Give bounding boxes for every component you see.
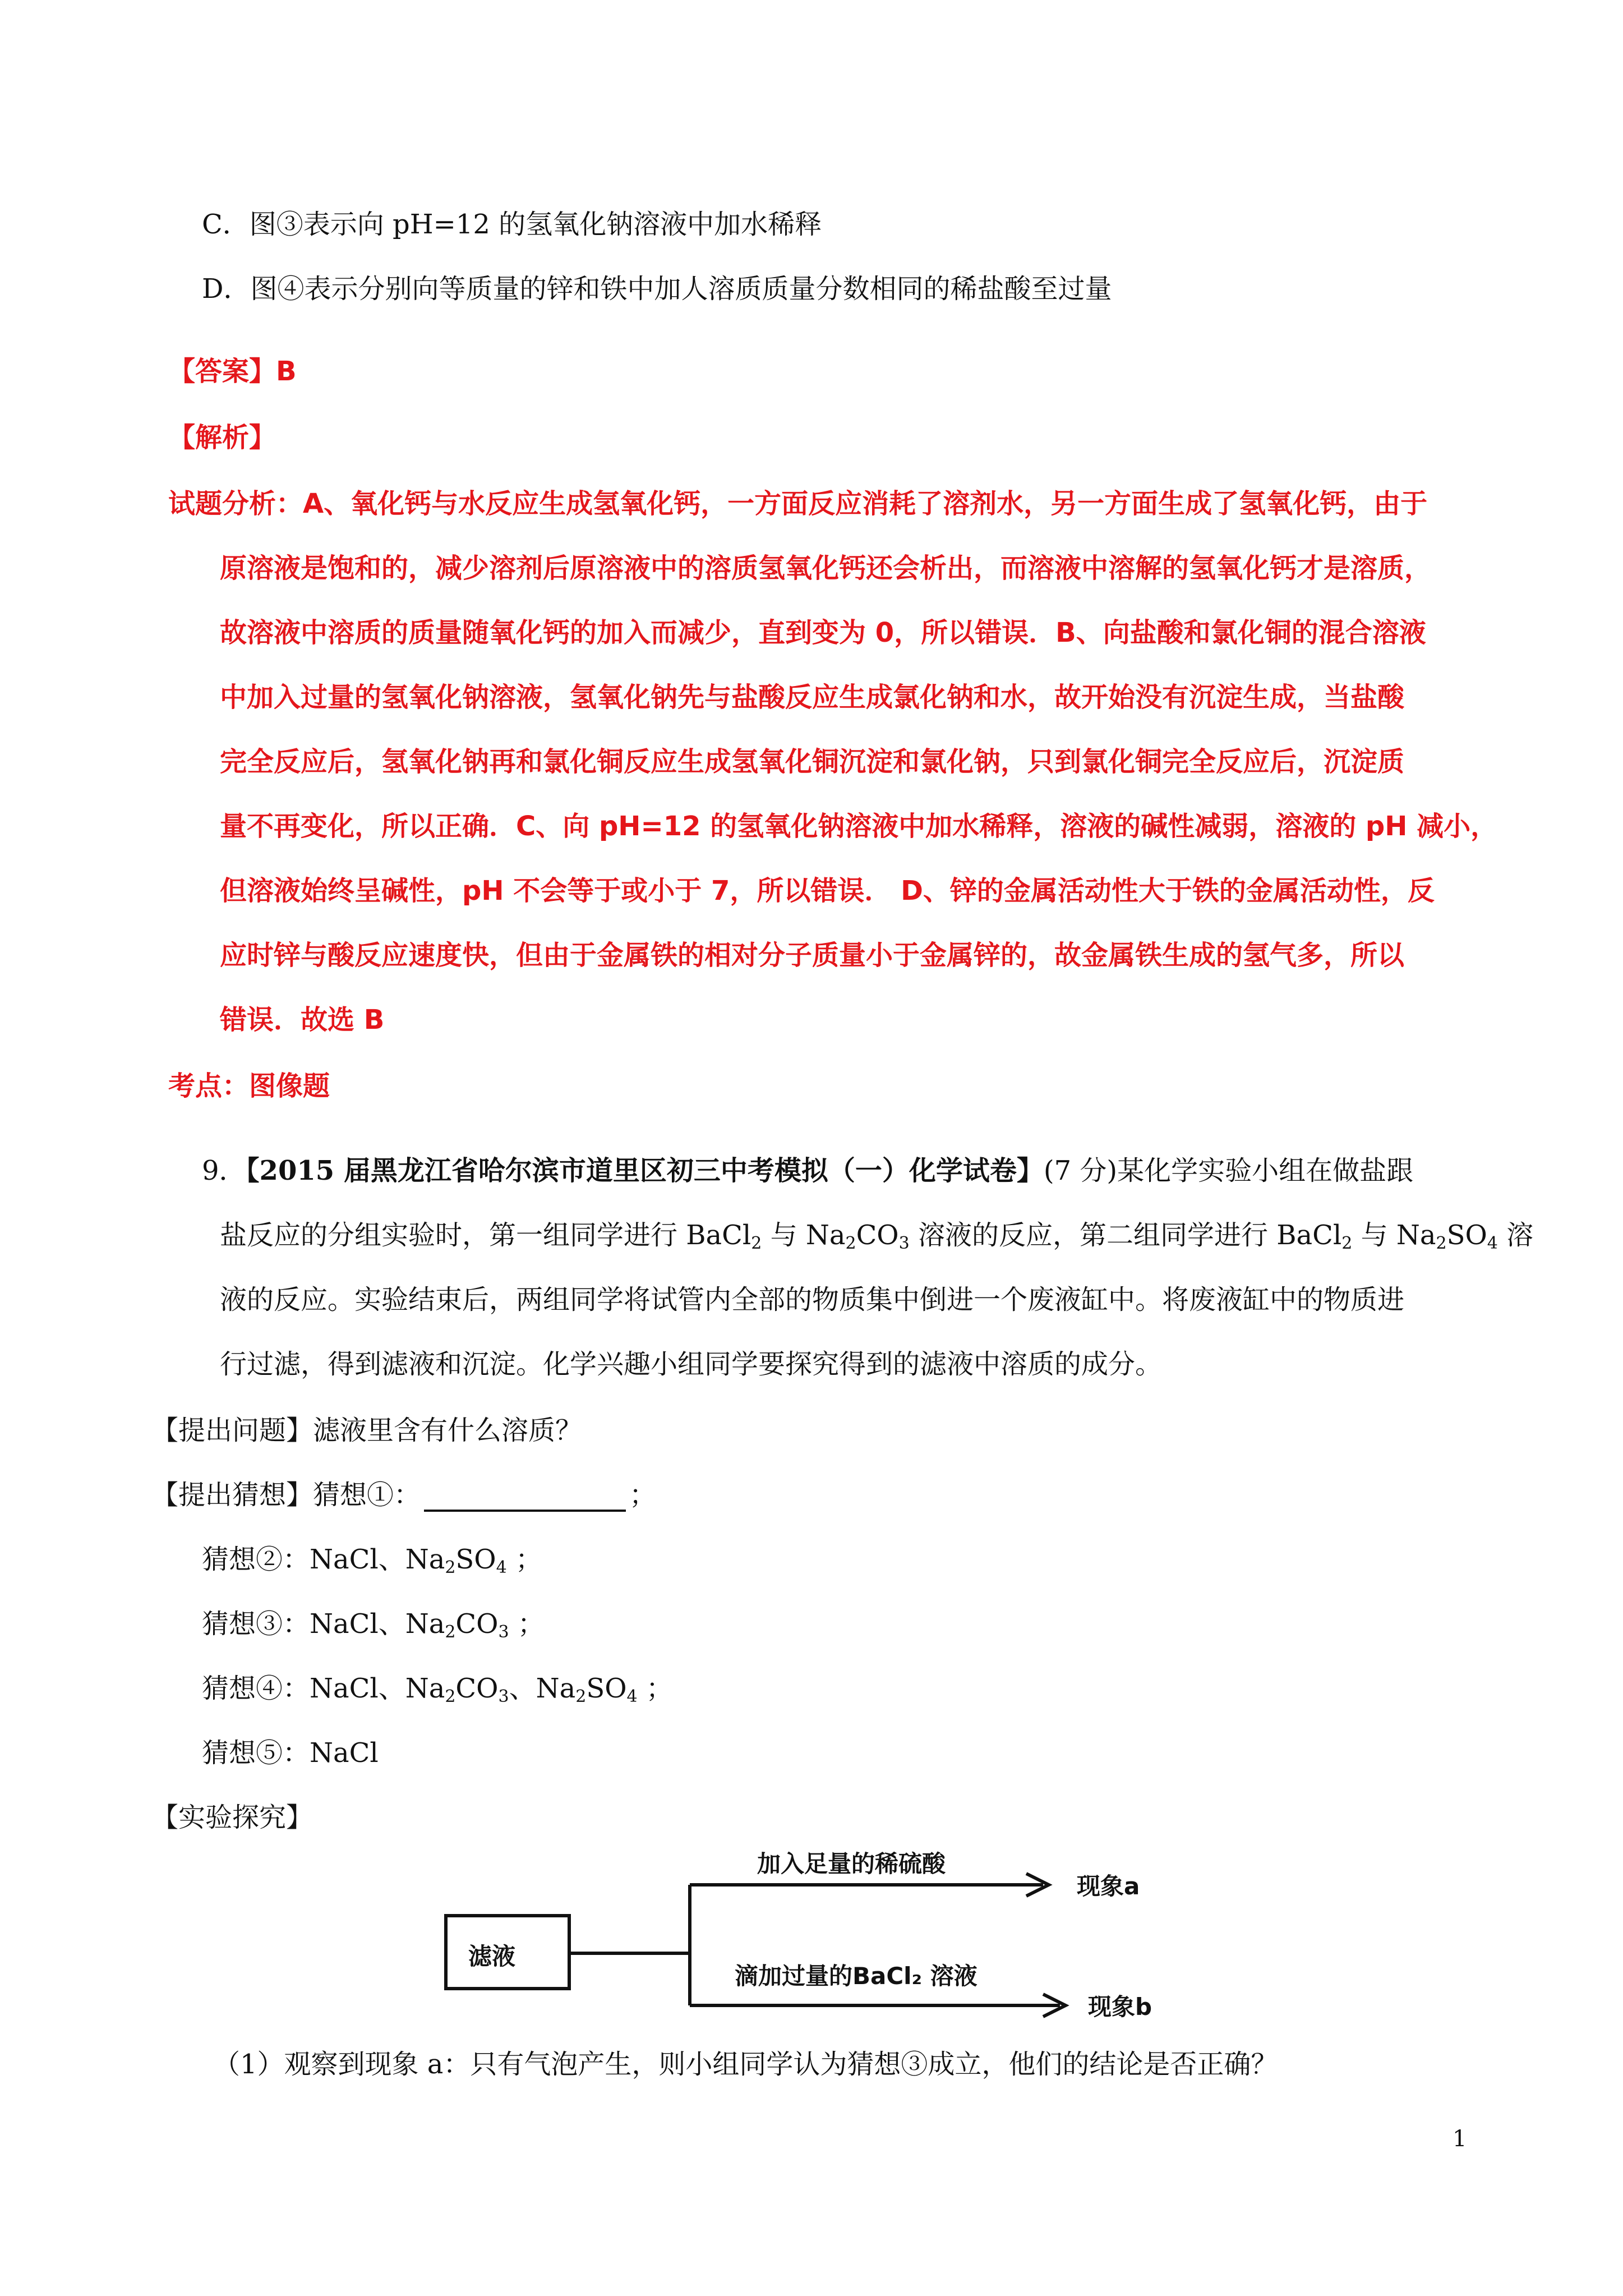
analysis-line: 应时锌与酸反应速度快，但由于金属铁的相对分子质量小于金属锌的，故金属铁生成的氢气多，所以: [220, 940, 1405, 971]
hypothesis-1: 【提出猜想】猜想①： ；: [151, 1479, 657, 1511]
analysis-line: 错误．故选 B: [220, 1004, 385, 1036]
answer-blank[interactable]: [424, 1484, 626, 1512]
analysis-line: 量不再变化，所以正确．C、向 pH=12 的氢氧化钠溶液中加水稀释，溶液的碱性减弱，溶液的 pH 减小，: [220, 811, 1498, 842]
top-arrow-label: 加入足量的稀硫酸: [757, 1850, 946, 1878]
hypothesis-5: 猜想⑤：NaCl: [202, 1737, 379, 1769]
hypothesis-2: 猜想②：NaCl、$Na_2SO_4$ ；: [202, 1544, 543, 1577]
analysis-line: 故溶液中溶质的质量随氧化钙的加入而减少，直到变为 0，所以错误．B、向盐酸和氯化铜的混合溶液: [220, 617, 1426, 648]
sub-question-1: （1）观察到现象 a：只有气泡产生，则小组同学认为猜想③成立，他们的结论是否正确？: [213, 2049, 1278, 2080]
question-9-line-2: 盐反应的分组实验时，第一组同学进行 BaCl$_2$ 与 $Na_2CO_3$ 溶液的反应，第二组同学进行 BaCl$_2$ 与 $Na_2SO_4$ 溶: [220, 1220, 1534, 1253]
option-c: C．图③表示向 pH=12 的氢氧化钠溶液中加水稀释: [202, 209, 822, 240]
raise-question: 【提出问题】滤液里含有什么溶质？: [151, 1415, 583, 1446]
option-d: D．图④表示分别向等质量的锌和铁中加人溶质质量分数相同的稀盐酸至过量: [202, 273, 1112, 305]
analysis-line: 原溶液是饱和的，减少溶剂后原溶液中的溶质氢氧化钙还会析出，而溶液中溶解的氢氧化钙才是溶质，: [220, 553, 1432, 584]
analysis-line: 中加入过量的氢氧化钠溶液，氢氧化钠先与盐酸反应生成氯化钠和水，故开始没有沉淀生成，当盐酸: [220, 682, 1405, 713]
question-9-line-1: [202, 1154, 1413, 1188]
analysis-line: 完全反应后，氢氧化钠再和氯化铜反应生成氢氧化铜沉淀和氯化钠，只到氯化铜完全反应后，沉淀质: [220, 746, 1405, 777]
analysis-line: 但溶液始终呈碱性，pH 不会等于或小于 7，所以错误． D、锌的金属活动性大于铁的金属活动性，反: [220, 875, 1435, 907]
question-9-line-4: 行过滤，得到滤液和沉淀。化学兴趣小组同学要探究得到的滤液中溶质的成分。: [220, 1349, 1163, 1380]
bottom-result-label: 现象b: [1088, 1993, 1152, 2021]
filtrate-label: 滤液: [468, 1943, 516, 1970]
analysis-label: 【解析】: [168, 422, 276, 453]
answer-label: 【答案】B: [168, 356, 297, 387]
topic-label: 考点：图像题: [168, 1070, 330, 1102]
experiment-label: 【实验探究】: [151, 1802, 313, 1833]
question-number: 9．: [202, 1155, 246, 1186]
question-source: 【2015 届黑龙江省哈尔滨市道里区初三中考模拟（一）化学试卷】: [246, 1155, 1044, 1186]
experiment-diagram: [443, 1846, 1200, 2031]
question-intro: (7 分)某化学实验小组在做盐跟: [1043, 1155, 1414, 1186]
top-result-label: 现象a: [1077, 1872, 1140, 1900]
page-number: 1: [1453, 2126, 1467, 2152]
analysis-line: 试题分析：A、氧化钙与水反应生成氢氧化钙，一方面反应消耗了溶剂水，另一方面生成了氢氧化钙，由于: [168, 488, 1428, 519]
bottom-arrow-label: 滴加过量的BaCl₂ 溶液: [735, 1962, 978, 1990]
hypothesis-3: 猜想③：NaCl、$Na_2CO_3$ ；: [202, 1608, 545, 1642]
hypothesis-4: 猜想④：NaCl、$Na_2CO_3$、$Na_2SO_4$ ；: [202, 1673, 673, 1706]
question-9-line-3: 液的反应。实验结束后，两组同学将试管内全部的物质集中倒进一个废液缸中。将废液缸中的物质进: [220, 1284, 1405, 1315]
